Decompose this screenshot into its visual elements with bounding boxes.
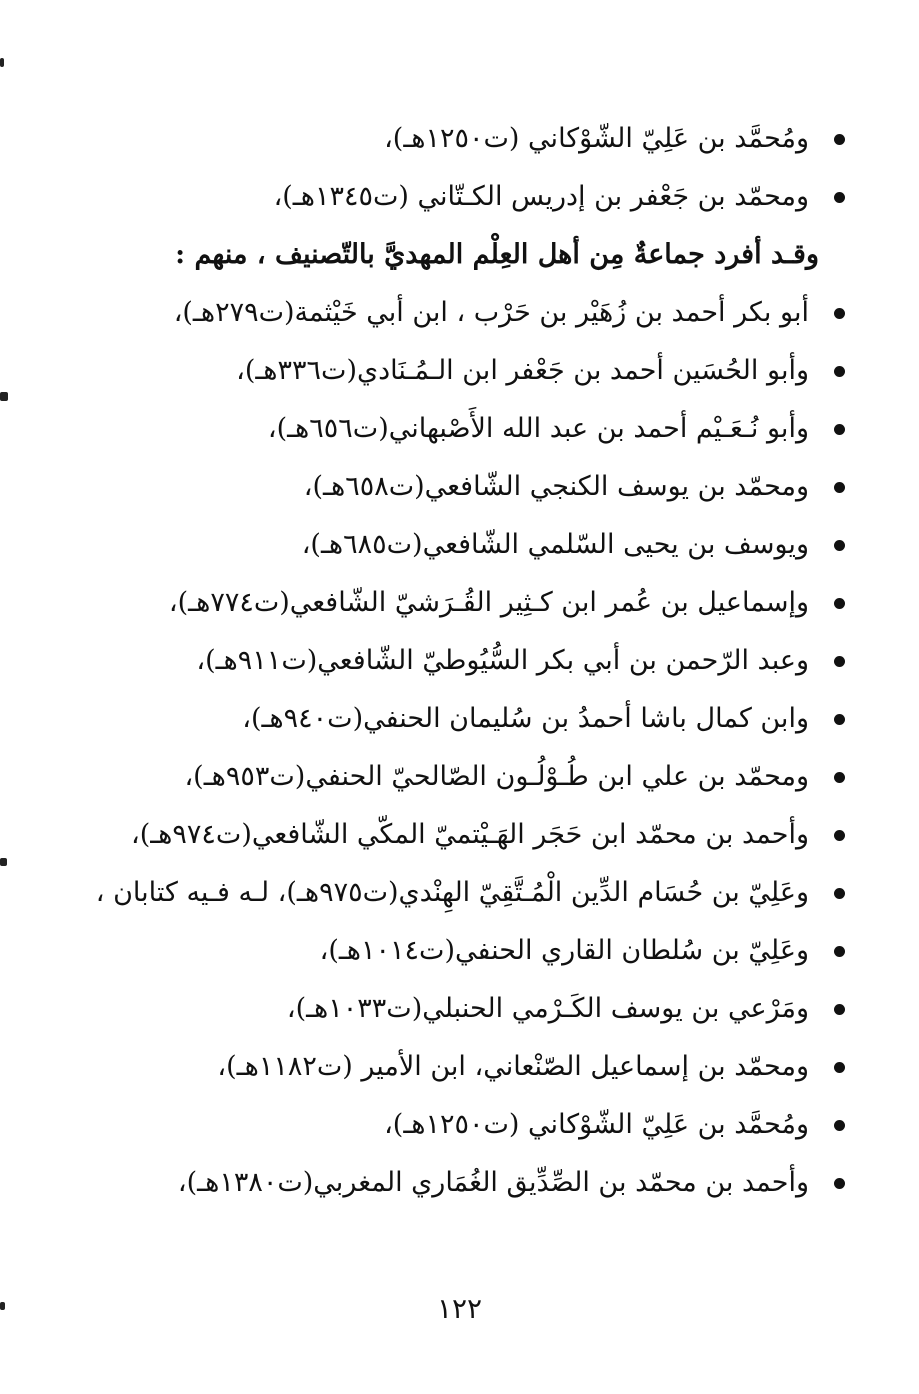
scan-mark bbox=[0, 392, 8, 401]
bullet-icon bbox=[834, 424, 845, 435]
bullet-icon bbox=[834, 134, 845, 145]
bullet-icon bbox=[834, 366, 845, 377]
bullet-icon bbox=[834, 598, 845, 609]
list-item bbox=[89, 748, 849, 806]
list-item-text: ومحمّد بن إسماعيل الصّنْعاني، ابن الأمير (ت١١٨٢هـ)، bbox=[217, 1051, 809, 1082]
list-item bbox=[89, 980, 849, 1038]
list-item-text: أبو بكر أحمد بن زُهَيْر بن حَرْب ، ابن أبي خَيْثمة(ت٢٧٩هـ)، bbox=[173, 297, 809, 328]
list-item bbox=[89, 110, 849, 168]
list-item-text: ومحمّد بن جَعْفر بن إدريس الكـتّاني (ت١٣٤٥هـ)، bbox=[273, 181, 809, 212]
scan-mark bbox=[0, 58, 4, 67]
intro-paragraph bbox=[89, 226, 849, 284]
bullet-icon bbox=[834, 308, 845, 319]
list-item-text: ومُحمَّد بن عَلِيّ الشّوْكاني (ت١٢٥٠هـ)، bbox=[384, 123, 809, 154]
list-item-text: وأبو نُـعَـيْم أحمد بن عبد الله الأَصْبهاني(ت٦٥٦هـ)، bbox=[267, 413, 809, 444]
list-item bbox=[89, 342, 849, 400]
scholar-list bbox=[89, 110, 849, 1212]
list-item bbox=[89, 168, 849, 226]
bullet-icon bbox=[834, 192, 845, 203]
list-item-text: وأحمد بن محمّد ابن حَجَر الهَـيْتميّ المكّي الشّافعي(ت٩٧٤هـ)، bbox=[130, 819, 809, 850]
list-item bbox=[89, 1154, 849, 1212]
bullet-icon bbox=[834, 772, 845, 783]
bullet-icon bbox=[834, 714, 845, 725]
bullet-icon bbox=[834, 830, 845, 841]
list-item-text: وعَلِيّ بن حُسَام الدِّين الْمُـتَّقِيّ الهِنْدي(ت٩٧٥هـ)، لـه فـيه كتابان ، bbox=[95, 877, 809, 908]
list-item-text: ومحمّد بن علي ابن طُـوْلُـون الصّالحيّ الحنفي(ت٩٥٣هـ)، bbox=[184, 761, 809, 792]
bullet-icon bbox=[834, 482, 845, 493]
bullet-icon bbox=[834, 656, 845, 667]
list-item bbox=[89, 1096, 849, 1154]
list-item bbox=[89, 864, 849, 922]
bullet-icon bbox=[834, 540, 845, 551]
list-item bbox=[89, 458, 849, 516]
list-item-text: وابن كمال باشا أحمدُ بن سُليمان الحنفي(ت٩٤٠هـ)، bbox=[242, 703, 809, 734]
list-item bbox=[89, 574, 849, 632]
list-item bbox=[89, 922, 849, 980]
list-item-text: ومُحمَّد بن عَلِيّ الشّوْكاني (ت١٢٥٠هـ)، bbox=[384, 1109, 809, 1140]
bullet-icon bbox=[834, 1004, 845, 1015]
list-item-text: وعَلِيّ بن سُلطان القاري الحنفي(ت١٠١٤هـ)، bbox=[319, 935, 809, 966]
list-item bbox=[89, 690, 849, 748]
list-item-text: ومَرْعي بن يوسف الكَـرْمي الحنبلي(ت١٠٣٣هـ)، bbox=[286, 993, 809, 1024]
list-item-text: وإسماعيل بن عُمر ابن كـثِير القُـرَشيّ الشّافعي(ت٧٧٤هـ)، bbox=[168, 587, 809, 618]
bullet-icon bbox=[834, 1062, 845, 1073]
bullet-icon bbox=[834, 1120, 845, 1131]
list-item bbox=[89, 806, 849, 864]
list-item-text: ومحمّد بن يوسف الكنجي الشّافعي(ت٦٥٨هـ)، bbox=[303, 471, 809, 502]
list-item bbox=[89, 284, 849, 342]
list-item-text: وأبو الحُسَين أحمد بن جَعْفر ابن الـمُـنَادي(ت٣٣٦هـ)، bbox=[236, 355, 809, 386]
scan-mark bbox=[0, 858, 7, 866]
list-item bbox=[89, 516, 849, 574]
bullet-icon bbox=[834, 1178, 845, 1189]
intro-text: وقـد أفرد جماعةٌ مِن أهل العِلْم المهديَّ بالتّصنيف ، منهم : bbox=[175, 239, 819, 270]
list-item-text: ويوسف بن يحيى السّلمي الشّافعي(ت٦٨٥هـ)، bbox=[301, 529, 809, 560]
list-item bbox=[89, 1038, 849, 1096]
bullet-icon bbox=[834, 946, 845, 957]
list-item-text: وأحمد بن محمّد بن الصِّدِّيق الغُمَاري المغربي(ت١٣٨٠هـ)، bbox=[177, 1167, 809, 1198]
list-item bbox=[89, 400, 849, 458]
list-item bbox=[89, 632, 849, 690]
page-number: ١٢٢ bbox=[436, 1292, 483, 1325]
bullet-icon bbox=[834, 888, 845, 899]
list-item-text: وعبد الرّحمن بن أبي بكر السُّيُوطيّ الشّافعي(ت٩١١هـ)، bbox=[196, 645, 809, 676]
